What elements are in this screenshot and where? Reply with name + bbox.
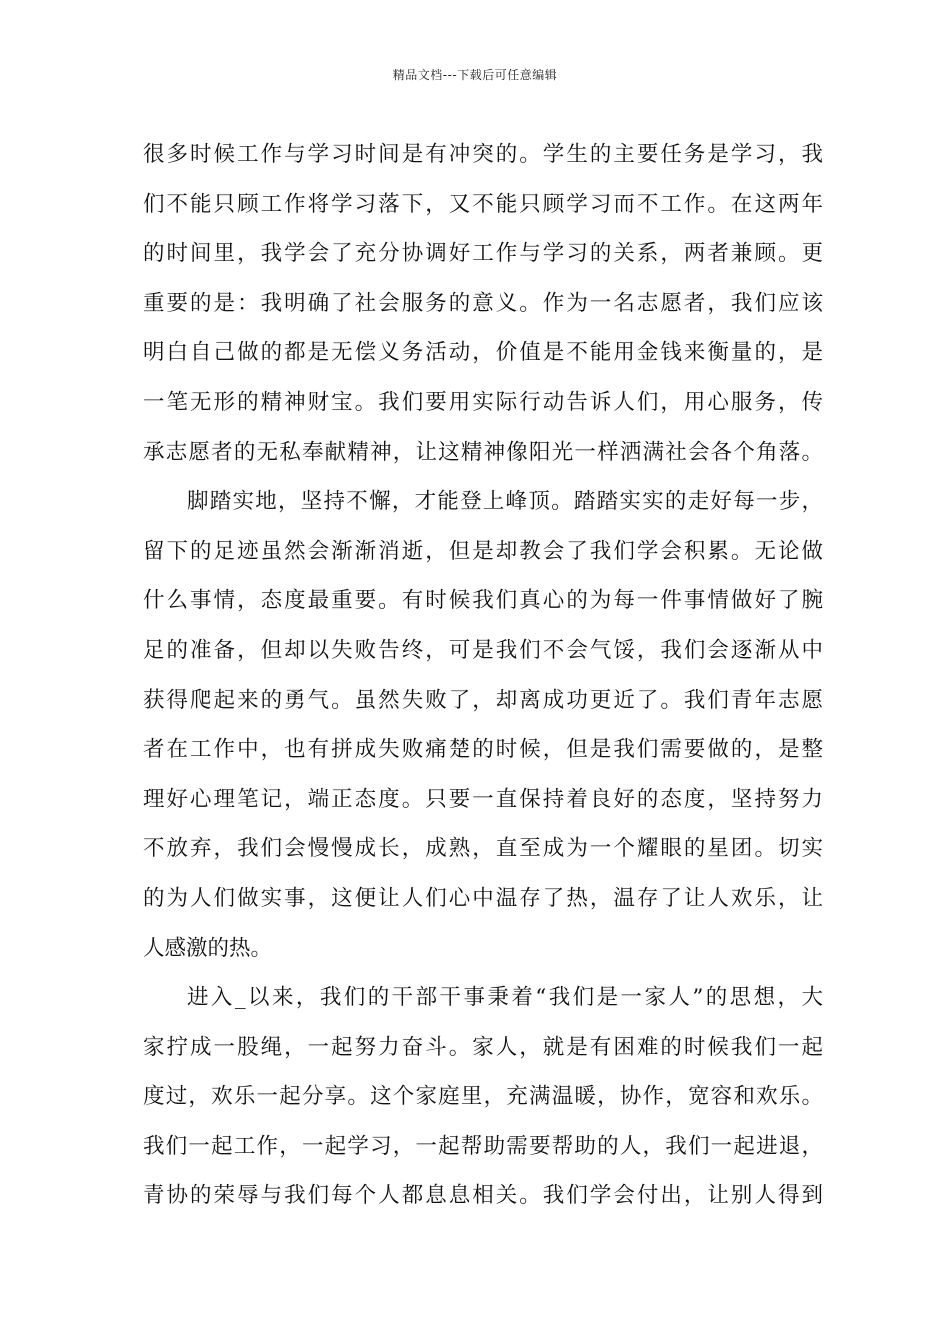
text-line: 的为人们做实事，这便让人们心中温存了热，温存了让人欢乐，让 [143,885,823,911]
text-line: 一笔无形的精神财宝。我们要用实际行动告诉人们，用心服务，传 [143,389,823,415]
page-header: 精品文档---下载后可任意编辑 [392,68,558,82]
text-line: 重要的是：我明确了社会服务的意义。作为一名志愿者，我们应该 [143,290,823,316]
text-line: 承志愿者的无私奉献精神，让这精神像阳光一样洒满社会各个角落。 [143,439,823,465]
paragraph-start-line: 脚踏实地，坚持不懈，才能登上峰顶。踏踏实实的走好每一步， [187,489,823,515]
text-line: 足的准备，但却以失败告终，可是我们不会气馁，我们会逐渐从中 [143,637,823,663]
body-text [143,130,823,1221]
text-line: 我们一起工作，一起学习，一起帮助需要帮助的人，我们一起进退， [143,1133,823,1159]
text-line: 青协的荣辱与我们每个人都息息相关。我们学会付出，让别人得到 [143,1183,823,1209]
text-line: 很多时候工作与学习时间是有冲突的。学生的主要任务是学习，我 [143,142,823,167]
text-line: 明白自己做的都是无偿义务活动，价值是不能用金钱来衡量的，是 [143,340,823,366]
text-line: 家拧成一股绳，一起努力奋斗。家人，就是有困难的时候我们一起 [143,1034,823,1060]
text-line: 们不能只顾工作将学习落下，又不能只顾学习而不工作。在这两年 [143,191,823,217]
text-line: 的时间里，我学会了充分协调好工作与学习的关系，两者兼顾。更 [143,241,823,267]
text-line: 者在工作中，也有拼成失败痛楚的时候，但是我们需要做的，是整 [143,737,823,763]
text-line: 留下的足迹虽然会渐渐消逝，但是却教会了我们学会积累。无论做 [143,538,823,564]
text-line: 什么事情，态度最重要。有时候我们真心的为每一件事情做好了腕 [143,588,823,614]
paragraph-end-line: 人感激的热。 [143,935,273,961]
text-line: 获得爬起来的勇气。虽然失败了，却离成功更近了。我们青年志愿 [143,687,823,713]
text-line: 不放弃，我们会慢慢成长，成熟，直至成为一个耀眼的星团。切实 [143,836,823,862]
paragraph-start-line: 进入_以来，我们的干部干事秉着“我们是一家人”的思想，大 [187,985,823,1011]
text-line: 度过，欢乐一起分享。这个家庭里，充满温暖，协作，宽容和欢乐。 [143,1084,823,1110]
text-line: 理好心理笔记，端正态度。只要一直保持着良好的态度，坚持努力 [143,786,823,812]
